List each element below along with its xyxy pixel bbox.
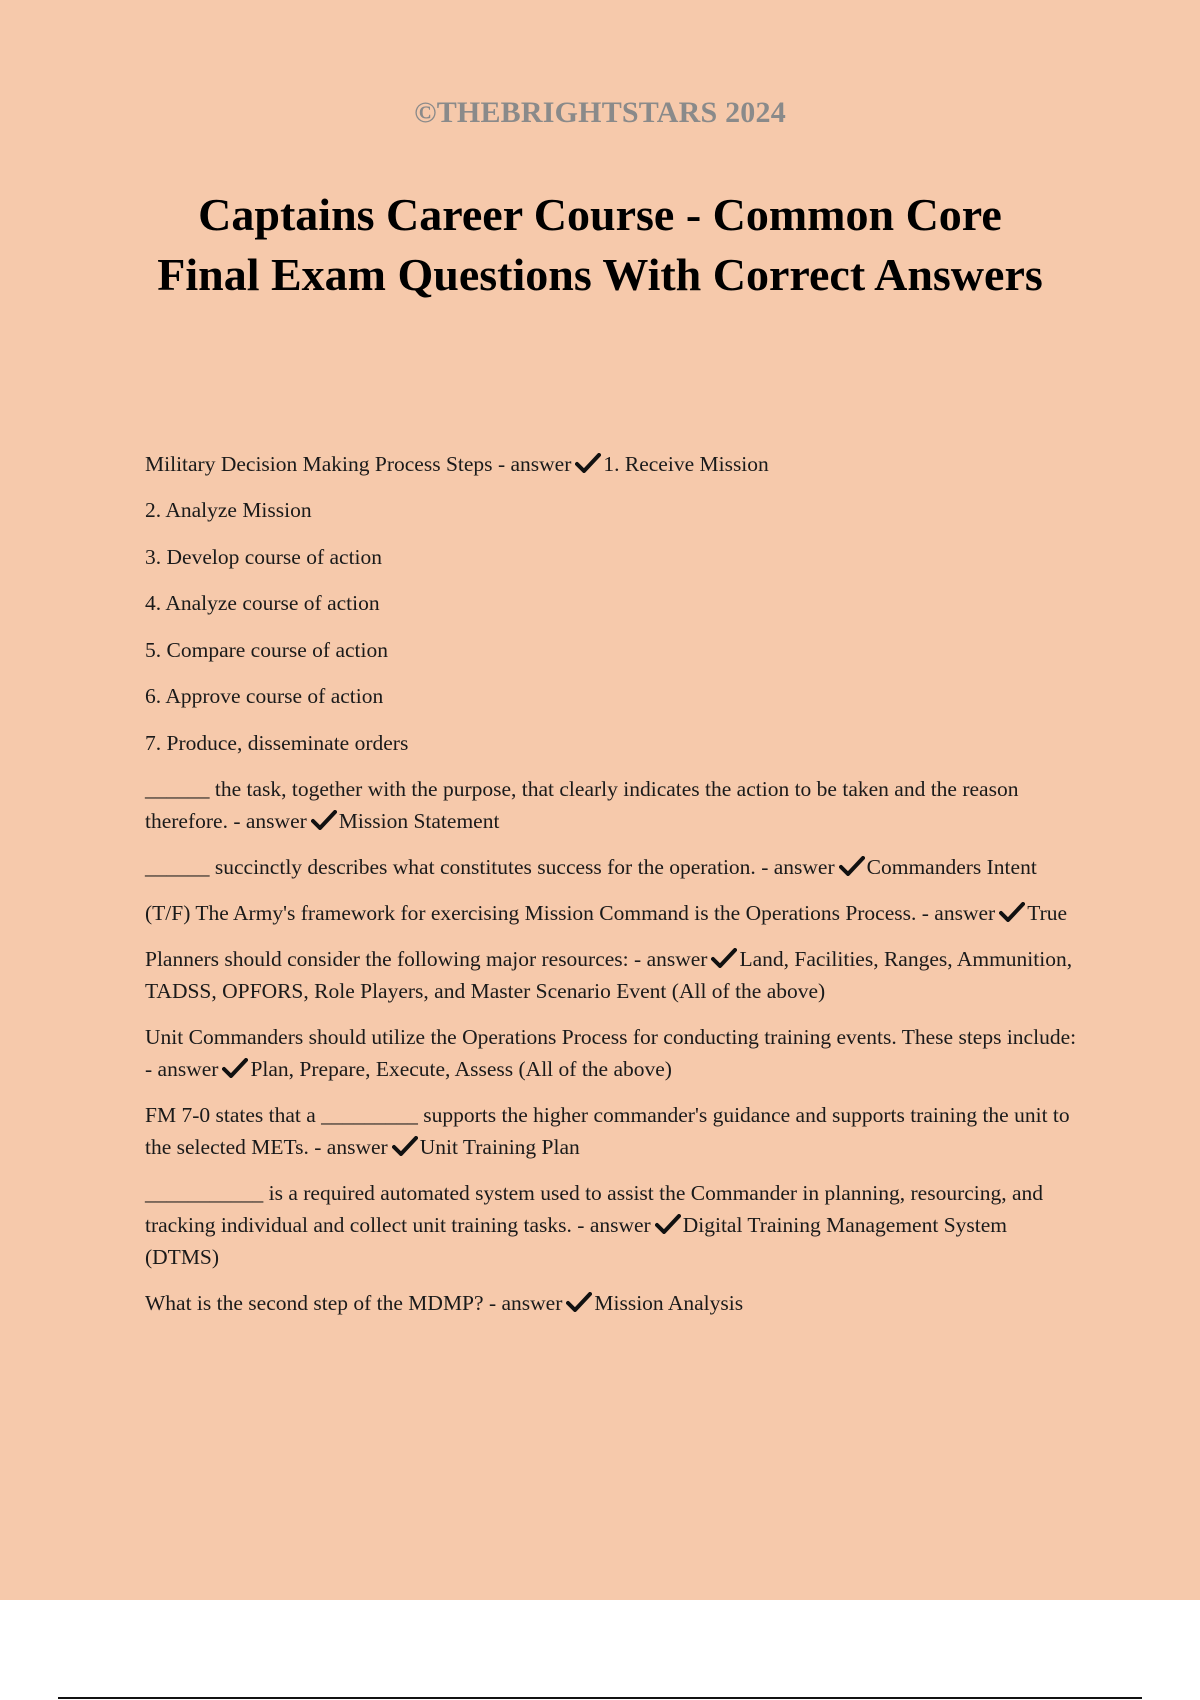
answer-marker: - answer (488, 1291, 563, 1315)
answer-text: Land, Facilities, Ranges, Ammunition, TADSS, OPFORS, Role Players, and Master Scenario Event (All of the above) (145, 947, 1073, 1003)
question-text: ___________ is a required automated system used to assist the Commander in planning, resourcing, and tracking individual and collect unit training tasks. (145, 1181, 1044, 1237)
answer-marker: - answer (497, 452, 572, 476)
answer-marker: - answer (577, 1213, 651, 1237)
page-divider (58, 1697, 1142, 1699)
checkmark-icon (222, 1058, 248, 1078)
answer-text: Digital Training Management System (DTMS) (145, 1213, 1008, 1269)
checkmark-icon (575, 453, 601, 473)
copyright-watermark: ©THEBRIGHTSTARS 2024 (414, 96, 786, 129)
mdmp-step: 2. Analyze Mission (145, 498, 312, 522)
question-text: What is the second step of the MDMP? (145, 1291, 484, 1315)
answer-marker: - answer (233, 809, 307, 833)
question-text: Military Decision Making Process Steps (145, 452, 493, 476)
answer-marker: - answer (921, 901, 996, 925)
answer-text: Mission Analysis (594, 1291, 744, 1315)
answer-text: Commanders Intent (866, 855, 1037, 879)
question-text: FM 7-0 states that a _________ supports the higher commander's guidance and supports training the unit to the selected METs. (145, 1103, 1070, 1159)
question-text: Unit Commanders should utilize the Operations Process for conducting training events. These steps include: (145, 1025, 1077, 1049)
checkmark-icon (711, 948, 737, 968)
question-text: (T/F) The Army's framework for exercising Mission Command is the Operations Process. (145, 901, 917, 925)
question-text: ______ succinctly describes what constitutes success for the operation. (145, 855, 756, 879)
qa-item (145, 1287, 1080, 1319)
document-title (100, 185, 1100, 305)
checkmark-icon (839, 856, 865, 876)
checkmark-icon (392, 1136, 418, 1156)
answer-marker: - answer (634, 947, 708, 971)
checkmark-icon (999, 902, 1025, 922)
title-line-2: Final Exam Questions With Correct Answers (157, 249, 1043, 300)
qa-item (145, 1177, 1080, 1273)
mdmp-step: 4. Analyze course of action (145, 591, 380, 615)
checkmark-icon (566, 1292, 592, 1312)
title-line-1: Captains Career Course - Common Core (198, 189, 1002, 240)
question-text: ______ the task, together with the purpose, that clearly indicates the action to be taken and the reason therefore. (145, 777, 1019, 833)
question-text: Planners should consider the following major resources: (145, 947, 629, 971)
mdmp-step: 7. Produce, disseminate orders (145, 730, 409, 755)
answer-text: 1. Receive Mission (603, 452, 769, 476)
answer-marker: - answer (314, 1135, 388, 1159)
answer-text: True (1027, 901, 1068, 925)
qa-list (145, 448, 1080, 1333)
qa-item (145, 851, 1080, 883)
mdmp-step: 3. Develop course of action (145, 544, 383, 569)
checkmark-icon (655, 1214, 681, 1234)
checkmark-icon (311, 810, 337, 830)
answer-text: Plan, Prepare, Execute, Assess (All of the above) (250, 1057, 672, 1081)
qa-item (145, 897, 1080, 929)
mdmp-step: 5. Compare course of action (145, 637, 388, 662)
answer-marker: - answer (145, 1057, 219, 1081)
mdmp-step: 6. Approve course of action (145, 684, 384, 708)
answer-text: Unit Training Plan (419, 1135, 580, 1159)
qa-item (145, 1099, 1080, 1163)
qa-item (145, 448, 1080, 480)
qa-item (145, 1021, 1080, 1085)
answer-text: Mission Statement (338, 809, 500, 833)
qa-item (145, 773, 1080, 837)
qa-item (145, 943, 1080, 1007)
answer-marker: - answer (761, 855, 835, 879)
